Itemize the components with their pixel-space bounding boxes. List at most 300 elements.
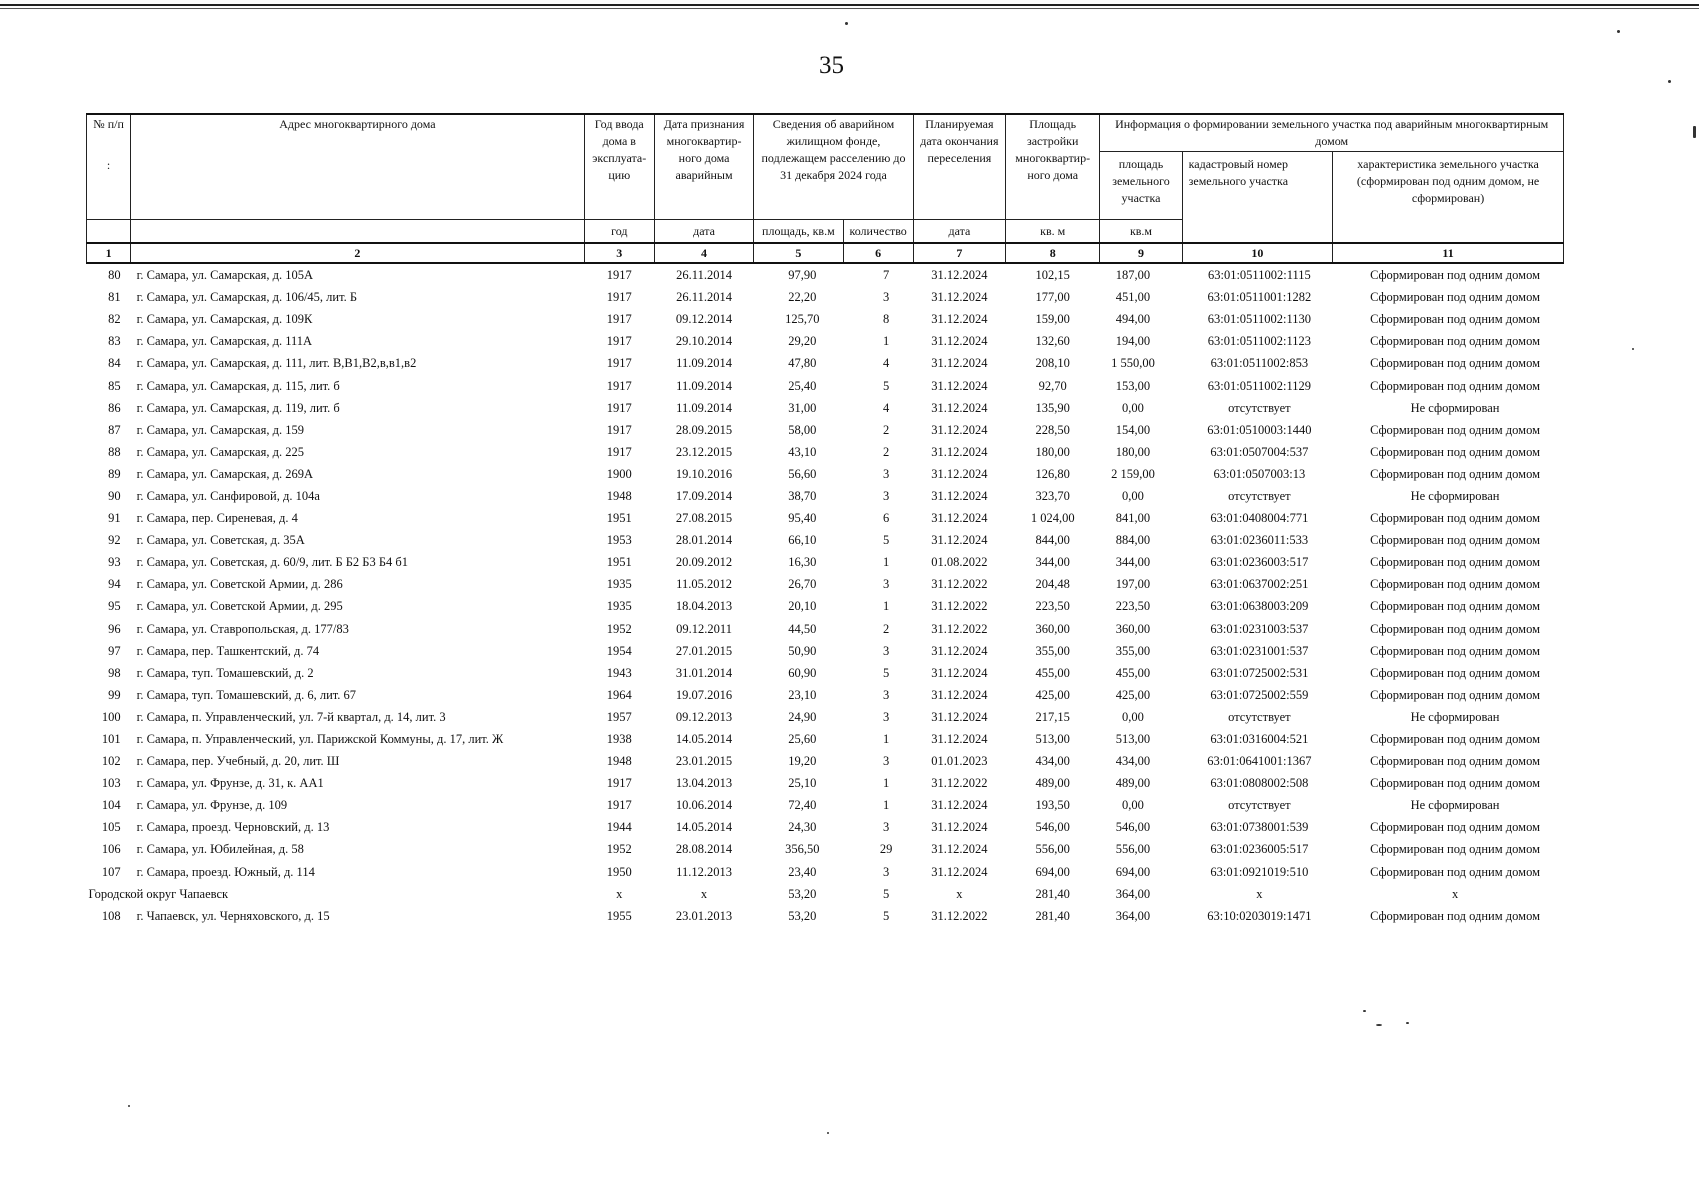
- cell-building-area: 1 024,00: [1030, 511, 1075, 526]
- cell-area: 53,20: [788, 908, 817, 923]
- table-row: [87, 772, 1564, 794]
- cell-status: Сформирован под одним домом: [1370, 864, 1540, 879]
- column-number: 8: [1006, 243, 1100, 263]
- cell-address: г. Самара, ул. Самарская, д. 159: [136, 422, 304, 437]
- cell-building-area: 177,00: [1035, 290, 1070, 305]
- table-row: [87, 728, 1564, 750]
- cell-building-area: 844,00: [1035, 533, 1070, 548]
- table-row: [87, 507, 1564, 529]
- cell-plan-date: 31.12.2024: [931, 356, 988, 371]
- table-row: [87, 374, 1564, 396]
- cell-cadastral: 63:01:0231003:537: [1210, 621, 1309, 636]
- cell-date: 11.09.2014: [676, 356, 732, 371]
- header-year-built: Год ввода дома в эксплуата-цию: [584, 114, 654, 220]
- cell-plan-date: 01.08.2022: [931, 555, 988, 570]
- table-row: [87, 308, 1564, 330]
- cell-area: 25,40: [788, 378, 817, 393]
- cell-year: x: [616, 886, 623, 901]
- cell-plan-date: 31.12.2024: [931, 842, 988, 857]
- cell-status: Сформирован под одним домом: [1370, 732, 1540, 747]
- cell-qty: 3: [883, 820, 890, 835]
- cell-status: Сформирован под одним домом: [1370, 422, 1540, 437]
- unit-count: количество: [843, 220, 913, 244]
- cell-land-area: 0,00: [1122, 488, 1144, 503]
- page-number: 35: [819, 52, 844, 79]
- cell-building-area: 228,50: [1035, 422, 1070, 437]
- cell-plan-date: 31.12.2022: [931, 621, 988, 636]
- cell-status: Сформирован под одним домом: [1370, 842, 1540, 857]
- cell-cadastral: 63:01:0921019:510: [1210, 864, 1309, 879]
- cell-building-area: 281,40: [1035, 908, 1070, 923]
- cell-number: 97: [108, 643, 121, 658]
- cell-plan-date: 31.12.2024: [931, 864, 988, 879]
- header-planned-date: Планируемая дата окончания переселения: [913, 114, 1005, 220]
- cell-cadastral: 63:01:0511002:1129: [1207, 378, 1311, 393]
- cell-area: 29,20: [788, 334, 817, 349]
- cell-number: 101: [101, 732, 121, 747]
- cell-status: Сформирован под одним домом: [1370, 577, 1540, 592]
- cell-address: г. Самара, ул. Фрунзе, д. 31, к. АА1: [136, 776, 324, 791]
- cell-qty: 4: [883, 356, 890, 371]
- cell-year: 1943: [606, 665, 632, 680]
- cell-building-area: 159,00: [1035, 312, 1070, 327]
- cell-status: Сформирован под одним домом: [1370, 754, 1540, 769]
- cell-qty: 5: [883, 378, 890, 393]
- cell-land-area: 841,00: [1115, 511, 1151, 526]
- cell-address: г. Самара, туп. Томашевский, д. 6, лит. 67: [136, 687, 357, 702]
- table-row: [87, 397, 1564, 419]
- cell-status: Сформирован под одним домом: [1370, 665, 1540, 680]
- cell-qty: 3: [883, 488, 890, 503]
- cell-area: 56,60: [788, 466, 817, 481]
- cell-qty: 8: [883, 312, 890, 327]
- cell-plan-date: 31.12.2024: [931, 533, 988, 548]
- cell-address: г. Самара, ул. Советской Армии, д. 295: [136, 599, 343, 614]
- cell-qty: 3: [883, 864, 890, 879]
- cell-number: 107: [101, 864, 121, 879]
- cell-address: г. Самара, п. Управленческий, ул. Парижской Коммуны, д. 17, лит. Ж: [136, 732, 504, 747]
- column-number: 1: [87, 243, 131, 263]
- cell-number: 84: [108, 356, 121, 371]
- table-row: [87, 286, 1564, 308]
- cell-area: 22,20: [788, 290, 817, 305]
- cell-cadastral: 63:01:0236011:533: [1210, 533, 1309, 548]
- cell-plan-date: 31.12.2024: [931, 709, 988, 724]
- cell-address: г. Самара, ул. Санфировой, д. 104а: [136, 488, 320, 503]
- cell-date: 27.08.2015: [675, 511, 733, 526]
- cell-qty: 2: [883, 422, 890, 437]
- cell-qty: 1: [883, 599, 890, 614]
- cell-year: 1917: [606, 378, 632, 393]
- cell-land-area: 223,50: [1115, 599, 1151, 614]
- cell-plan-date: 31.12.2024: [931, 511, 988, 526]
- cell-building-area: 694,00: [1035, 864, 1070, 879]
- cell-address: г. Самара, ул. Самарская, д. 269А: [136, 466, 313, 481]
- cell-date: 17.09.2014: [675, 488, 733, 503]
- cell-qty: 6: [883, 511, 890, 526]
- table-body: [87, 263, 1564, 883]
- cell-status: Сформирован под одним домом: [1370, 621, 1540, 636]
- cell-date: 20.09.2012: [675, 555, 733, 570]
- cell-number: 86: [108, 400, 121, 415]
- cell-plan-date: 31.12.2024: [931, 444, 988, 459]
- cell-area: 23,40: [788, 864, 817, 879]
- cell-address: г. Самара, ул. Юбилейная, д. 58: [136, 842, 304, 857]
- cell-cadastral: 63:01:0408004:771: [1210, 511, 1309, 526]
- table-row: [87, 330, 1564, 352]
- cell-cadastral: 63:01:0510003:1440: [1207, 422, 1312, 437]
- cell-building-area: 180,00: [1035, 444, 1070, 459]
- table-row: [87, 618, 1564, 640]
- cell-building-area: 126,80: [1035, 466, 1070, 481]
- cell-cadastral: отсутствует: [1228, 798, 1291, 813]
- cell-qty: 1: [883, 798, 890, 813]
- cell-number: 99: [108, 687, 121, 702]
- cell-plan-date: 31.12.2024: [931, 488, 988, 503]
- cell-status: Сформирован под одним домом: [1370, 776, 1540, 791]
- cell-date: 28.08.2014: [675, 842, 733, 857]
- cell-status: Сформирован под одним домом: [1370, 908, 1540, 923]
- cell-cadastral: 63:01:0236003:517: [1210, 555, 1309, 570]
- cell-year: 1917: [606, 798, 632, 813]
- cell-building-area: 344,00: [1035, 555, 1070, 570]
- cell-land-area: 455,00: [1115, 665, 1151, 680]
- header-row-number: № п/п :: [87, 114, 131, 220]
- emergency-housing-table: [86, 113, 1564, 927]
- table-row: [87, 573, 1564, 595]
- group-label: Городской округ Чапаевск: [88, 886, 229, 901]
- cell-qty: 29: [879, 842, 893, 857]
- cell-status: Сформирован под одним домом: [1370, 511, 1540, 526]
- cell-status: Не сформирован: [1410, 400, 1500, 415]
- cell-plan-date: 31.12.2022: [931, 577, 988, 592]
- cell-number: 102: [101, 754, 121, 769]
- cell-land-area: 0,00: [1122, 798, 1144, 813]
- cell-plan-date: 31.12.2024: [931, 312, 988, 327]
- cell-land-area: 0,00: [1122, 709, 1144, 724]
- scan-speck: [1376, 1024, 1382, 1026]
- cell-area: 24,30: [788, 820, 817, 835]
- scan-speck: [1693, 126, 1696, 138]
- cell-building-area: 489,00: [1035, 776, 1070, 791]
- cell-cadastral: 63:01:0808002:508: [1210, 776, 1309, 791]
- cell-building-area: 425,00: [1035, 687, 1070, 702]
- cell-date: 09.12.2014: [675, 312, 733, 327]
- cell-address: г. Самара, туп. Томашевский, д. 2: [136, 665, 314, 680]
- cell-status: Не сформирован: [1410, 488, 1500, 503]
- group-row: [87, 883, 1564, 905]
- cell-number: 100: [101, 709, 121, 724]
- cell-date: 28.09.2015: [675, 422, 733, 437]
- cell-address: г. Самара, ул. Самарская, д. 225: [136, 444, 304, 459]
- cell-address: г. Самара, ул. Фрунзе, д. 109: [136, 798, 288, 813]
- cell-address: г. Самара, пер. Сиреневая, д. 4: [136, 511, 298, 526]
- cell-year: 1935: [606, 599, 632, 614]
- column-number: 5: [754, 243, 843, 263]
- cell-area: 24,90: [788, 709, 817, 724]
- cell-number: 89: [108, 466, 121, 481]
- table-row: [87, 551, 1564, 573]
- scan-speck: [128, 1105, 130, 1107]
- cell-cadastral: 63:01:0231001:537: [1210, 643, 1309, 658]
- cell-area: 72,40: [788, 798, 817, 813]
- cell-plan-date: 31.12.2024: [931, 687, 988, 702]
- scan-speck: [1363, 1010, 1366, 1012]
- cell-land-area: 434,00: [1115, 754, 1151, 769]
- cell-cadastral: 63:01:0507003:13: [1213, 466, 1306, 481]
- cell-year: 1954: [606, 643, 632, 658]
- cell-qty: 3: [883, 466, 890, 481]
- cell-plan-date: x: [956, 886, 963, 901]
- cell-address: г. Самара, ул. Самарская, д. 111А: [136, 334, 313, 349]
- cell-building-area: 102,15: [1035, 268, 1070, 283]
- cell-qty: 3: [883, 577, 890, 592]
- table-row: [87, 706, 1564, 728]
- cell-area: 38,70: [788, 488, 817, 503]
- table-row: [87, 595, 1564, 617]
- unit-cell: [87, 220, 131, 244]
- cell-plan-date: 31.12.2024: [931, 732, 988, 747]
- cell-area: 20,10: [788, 599, 817, 614]
- cell-address: г. Самара, проезд. Черновский, д. 13: [136, 820, 330, 835]
- cell-cadastral: 63:01:0511002:1115: [1207, 268, 1311, 283]
- cell-status: Сформирован под одним домом: [1370, 599, 1540, 614]
- cell-building-area: 135,90: [1035, 400, 1070, 415]
- cell-plan-date: 31.12.2024: [931, 290, 988, 305]
- cell-date: 26.11.2014: [676, 268, 732, 283]
- cell-year: 1917: [606, 268, 632, 283]
- cell-area: 26,70: [788, 577, 817, 592]
- cell-land-area: 344,00: [1115, 555, 1151, 570]
- table-row: [87, 263, 1564, 286]
- cell-area: 25,10: [788, 776, 817, 791]
- table-row: [87, 463, 1564, 485]
- cell-plan-date: 31.12.2024: [931, 334, 988, 349]
- cell-year: 1917: [606, 444, 632, 459]
- table-row: [87, 861, 1564, 883]
- cell-land-area: 180,00: [1115, 444, 1151, 459]
- column-number: 2: [131, 243, 585, 263]
- cell-plan-date: 31.12.2024: [931, 422, 988, 437]
- cell-land-area: 2 159,00: [1111, 466, 1155, 481]
- cell-date: 11.09.2014: [676, 400, 732, 415]
- cell-building-area: 355,00: [1035, 643, 1070, 658]
- cell-area: 97,90: [788, 268, 817, 283]
- column-number: 10: [1182, 243, 1333, 263]
- cell-area: 23,10: [788, 687, 817, 702]
- cell-area: 60,90: [788, 665, 817, 680]
- cell-land-area: 494,00: [1115, 312, 1151, 327]
- scan-speck: [827, 1132, 829, 1134]
- cell-status: Сформирован под одним домом: [1370, 268, 1540, 283]
- cell-area: 50,90: [788, 643, 817, 658]
- cell-year: 1957: [606, 709, 632, 724]
- cell-cadastral: 63:01:0725002:559: [1210, 687, 1309, 702]
- cell-plan-date: 31.12.2024: [931, 798, 988, 813]
- cell-status: Сформирован под одним домом: [1370, 555, 1540, 570]
- cell-date: 23.12.2015: [675, 444, 733, 459]
- cell-date: 09.12.2013: [675, 709, 733, 724]
- cell-land-area: 154,00: [1115, 422, 1151, 437]
- cell-building-area: 455,00: [1035, 665, 1070, 680]
- table-row: [87, 640, 1564, 662]
- cell-building-area: 193,50: [1035, 798, 1070, 813]
- cell-qty: 2: [883, 444, 890, 459]
- cell-area: 19,20: [788, 754, 817, 769]
- cell-land-area: 1 550,00: [1111, 356, 1155, 371]
- cell-address: г. Самара, ул. Самарская, д. 119, лит. б: [136, 400, 340, 415]
- cell-year: 1948: [606, 488, 632, 503]
- cell-area: 95,40: [788, 511, 817, 526]
- cell-year: 1952: [606, 842, 632, 857]
- cell-year: 1935: [606, 577, 632, 592]
- cell-number: 85: [108, 378, 121, 393]
- cell-plan-date: 31.12.2022: [931, 599, 988, 614]
- cell-date: 19.10.2016: [675, 466, 733, 481]
- cell-number: 94: [108, 577, 121, 592]
- cell-status: Сформирован под одним домом: [1370, 820, 1540, 835]
- cell-address: г. Самара, пер. Ташкентский, д. 74: [136, 643, 320, 658]
- cell-number: 108: [101, 908, 121, 923]
- cell-date: 19.07.2016: [675, 687, 733, 702]
- cell-year: 1917: [606, 776, 632, 791]
- unit-sqm: кв.м: [1100, 220, 1182, 244]
- cell-date: 14.05.2014: [675, 732, 733, 747]
- header-address: Адрес многоквартирного дома: [131, 114, 585, 220]
- cell-status: Сформирован под одним домом: [1370, 533, 1540, 548]
- cell-year: 1950: [606, 864, 632, 879]
- cell-number: 104: [101, 798, 121, 813]
- cell-area: 16,30: [788, 555, 817, 570]
- cell-qty: 4: [883, 400, 890, 415]
- cell-plan-date: 31.12.2024: [931, 643, 988, 658]
- cell-number: 88: [108, 444, 121, 459]
- cell-status: Сформирован под одним домом: [1370, 643, 1540, 658]
- cell-plan-date: 01.01.2023: [931, 754, 988, 769]
- cell-plan-date: 31.12.2024: [931, 665, 988, 680]
- cell-qty: 1: [883, 334, 890, 349]
- cell-qty: 5: [883, 533, 890, 548]
- cell-date: 28.01.2014: [675, 533, 733, 548]
- column-number: 4: [654, 243, 753, 263]
- cell-building-area: 546,00: [1035, 820, 1070, 835]
- cell-area: 58,00: [788, 422, 817, 437]
- cell-date: 31.01.2014: [675, 665, 733, 680]
- column-number: 7: [913, 243, 1005, 263]
- table-row: [87, 352, 1564, 374]
- cell-date: 10.06.2014: [675, 798, 733, 813]
- cell-status: Не сформирован: [1410, 798, 1500, 813]
- cell-date: 14.05.2014: [675, 820, 733, 835]
- table-row: [87, 816, 1564, 838]
- cell-date: 29.10.2014: [675, 334, 733, 349]
- cell-year: 1917: [606, 356, 632, 371]
- unit-sqm: кв. м: [1006, 220, 1100, 244]
- cell-number: 95: [108, 599, 121, 614]
- cell-address: г. Самара, ул. Самарская, д. 109К: [136, 312, 313, 327]
- cell-address: г. Самара, проезд. Южный, д. 114: [136, 864, 315, 879]
- cell-number: 83: [108, 334, 121, 349]
- cell-date: 23.01.2013: [675, 908, 733, 923]
- cell-address: г. Самара, пер. Учебный, д. 20, лит. Ш: [136, 754, 340, 769]
- cell-building-area: 281,40: [1035, 886, 1070, 901]
- header-emergency-fund: Сведения об аварийном жилищном фонде, подлежащем расселению до 31 декабря 2024 года: [754, 114, 914, 220]
- cell-cadastral: отсутствует: [1228, 488, 1291, 503]
- cell-building-area: 217,15: [1035, 709, 1070, 724]
- cell-year: 1917: [606, 422, 632, 437]
- cell-number: 91: [108, 511, 121, 526]
- cell-number: 81: [108, 290, 121, 305]
- cell-building-area: 204,48: [1035, 577, 1070, 592]
- header-land-characteristic: характеристика земельного участка (сформирован под одним домом, не сформирован): [1333, 152, 1564, 244]
- cell-year: 1917: [606, 334, 632, 349]
- cell-cadastral: 63:01:0725002:531: [1210, 665, 1309, 680]
- cell-address: г. Самара, ул. Самарская, д. 106/45, лит. Б: [136, 290, 358, 305]
- cell-land-area: 694,00: [1115, 864, 1151, 879]
- cell-land-area: 364,00: [1115, 908, 1151, 923]
- cell-qty: 1: [883, 776, 890, 791]
- cell-number: 96: [108, 621, 121, 636]
- header-cadastral-number: кадастровый номер земельного участка: [1182, 152, 1333, 244]
- unit-date: дата: [654, 220, 753, 244]
- cell-area: 53,20: [788, 886, 817, 901]
- cell-status: Сформирован под одним домом: [1370, 444, 1540, 459]
- cell-status: Сформирован под одним домом: [1370, 312, 1540, 327]
- cell-address: г. Самара, ул. Советской Армии, д. 286: [136, 577, 343, 592]
- cell-date: 11.12.2013: [676, 864, 732, 879]
- cell-qty: 1: [883, 555, 890, 570]
- table-row: [87, 684, 1564, 706]
- cell-date: 23.01.2015: [675, 754, 733, 769]
- cell-year: 1955: [606, 908, 632, 923]
- cell-land-area: 153,00: [1115, 378, 1151, 393]
- cell-address: г. Самара, ул. Ставропольская, д. 177/83: [136, 621, 349, 636]
- cell-status: Сформирован под одним домом: [1370, 356, 1540, 371]
- cell-cadastral: 63:01:0507004:537: [1210, 444, 1309, 459]
- cell-land-area: 197,00: [1115, 577, 1151, 592]
- cell-building-area: 132,60: [1035, 334, 1070, 349]
- cell-building-area: 556,00: [1035, 842, 1070, 857]
- cell-number: 80: [108, 268, 121, 283]
- cell-cadastral: 63:01:0511002:853: [1210, 356, 1309, 371]
- cell-building-area: 208,10: [1035, 356, 1070, 371]
- cell-building-area: 92,70: [1038, 378, 1067, 393]
- cell-building-area: 223,50: [1035, 599, 1070, 614]
- cell-year: 1917: [606, 290, 632, 305]
- cell-address: г. Самара, ул. Советская, д. 35А: [136, 533, 305, 548]
- cell-qty: 3: [883, 290, 890, 305]
- cell-land-area: 513,00: [1115, 732, 1151, 747]
- cell-status: Сформирован под одним домом: [1370, 466, 1540, 481]
- cell-qty: 2: [883, 621, 890, 636]
- cell-cadastral: 63:01:0641001:1367: [1207, 754, 1312, 769]
- cell-year: 1952: [606, 621, 632, 636]
- scan-speck: [1406, 1022, 1409, 1024]
- table-row: [87, 662, 1564, 684]
- cell-land-area: 489,00: [1115, 776, 1151, 791]
- cell-number: 87: [108, 422, 121, 437]
- table-row: [87, 794, 1564, 816]
- cell-land-area: 360,00: [1115, 621, 1151, 636]
- cell-plan-date: 31.12.2024: [931, 466, 988, 481]
- column-number: 9: [1100, 243, 1182, 263]
- cell-date: 26.11.2014: [676, 290, 732, 305]
- cell-year: 1951: [606, 555, 632, 570]
- cell-area: 47,80: [788, 356, 817, 371]
- cell-land-area: 425,00: [1115, 687, 1151, 702]
- cell-address: г. Самара, ул. Самарская, д. 111, лит. В,В1,В2,в,в1,в2: [136, 356, 417, 371]
- cell-qty: 3: [883, 687, 890, 702]
